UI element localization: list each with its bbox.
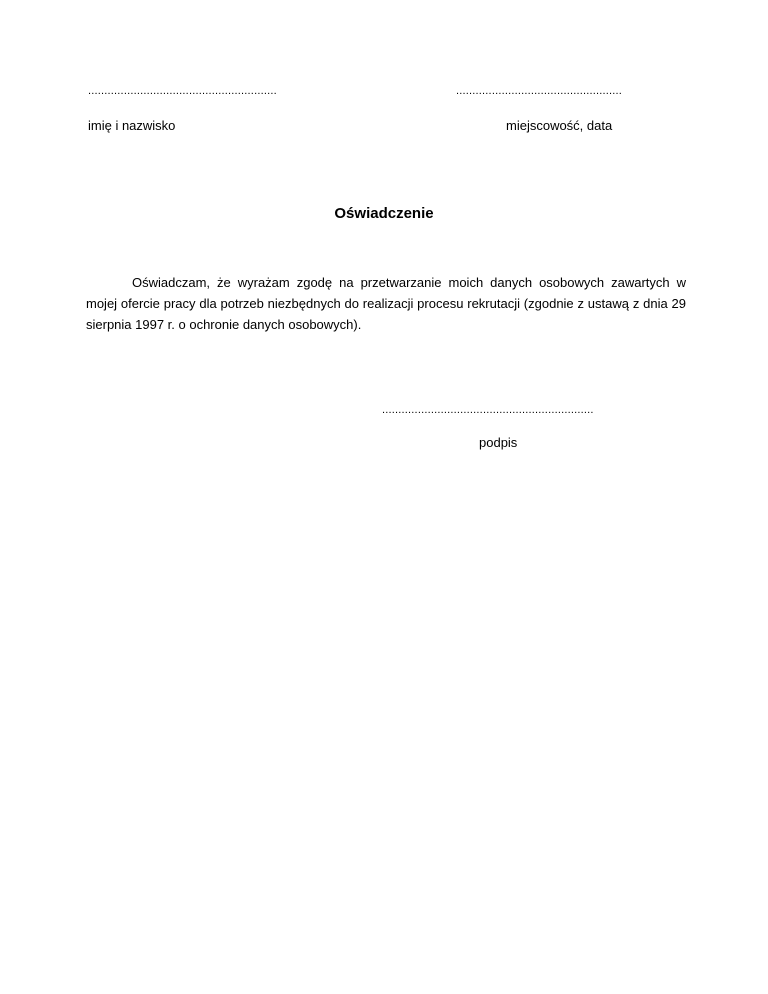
- statement-paragraph: [86, 272, 686, 335]
- name-label: imię i nazwisko: [88, 118, 176, 133]
- statement-text: Oświadczam, że wyrażam zgodę na przetwarzanie moich danych osobowych zawartych w mojej ofercie pracy dla potrzeb niezbędnych do realizacji procesu rekrutacji (zgodnie z ustawą z dnia 29 sierpnia 1997 r. o ochronie danych osobowych).: [86, 275, 686, 332]
- signature-label: podpis: [479, 435, 518, 450]
- place-date-label: miejscowość, data: [506, 118, 613, 133]
- name-signature-line: ..........................................................: [88, 85, 277, 97]
- document-title: Oświadczenie: [334, 205, 434, 222]
- signature-line: .................................................................: [382, 404, 594, 416]
- place-date-signature-line: ...................................................: [456, 85, 623, 97]
